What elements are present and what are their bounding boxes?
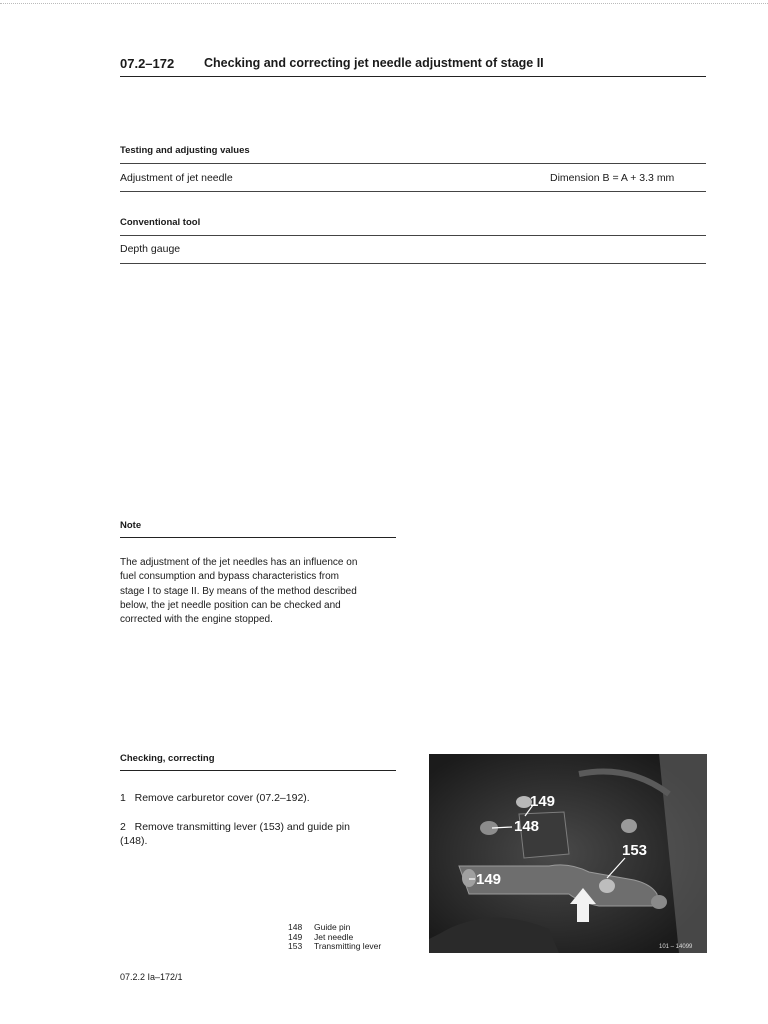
step-1 [120, 791, 400, 805]
figure-number: 101 – 14099 [659, 944, 693, 950]
scan-edge-line [0, 3, 768, 4]
callout-148: 148 [514, 818, 540, 835]
note-line: fuel consumption and bypass characteristics from [120, 571, 339, 583]
conventional-tool-heading: Conventional tool [120, 217, 201, 228]
callout-149: 149 [530, 793, 556, 810]
note-heading: Note [120, 520, 142, 531]
page-header [120, 56, 706, 76]
step-text: Remove transmitting lever (153) and guide pin [134, 821, 350, 833]
step-number: 2 [120, 821, 126, 833]
testing-values-heading: Testing and adjusting values [120, 145, 250, 156]
checking-rule [120, 770, 396, 771]
page-footer-id: 07.2.2 Ia–172/1 [120, 972, 183, 982]
legend-label: Guide pin [314, 922, 351, 932]
step-2 [120, 820, 400, 848]
note-line: corrected with the engine stopped. [120, 614, 273, 626]
legend-label: Jet needle [314, 931, 354, 942]
legend-number: 148 [288, 922, 303, 932]
step-text: Remove carburetor cover (07.2–192). [134, 792, 310, 804]
legend-row [288, 942, 381, 952]
step-text-continued: (148). [120, 835, 148, 847]
callout-149: 149 [476, 871, 502, 888]
figure-legend [288, 923, 381, 952]
legend-number: 153 [288, 941, 303, 951]
page-title: Checking and correcting jet needle adjustment of stage II [204, 56, 544, 70]
checking-heading: Checking, correcting [120, 753, 215, 764]
testing-values-rule-top [120, 163, 706, 164]
conventional-tool-item: Depth gauge [120, 243, 181, 255]
conventional-tool-rule-top [120, 235, 706, 236]
note-line: below, the jet needle position can be checked and [120, 599, 341, 611]
conventional-tool-rule-bottom [120, 263, 706, 264]
note-line: The adjustment of the jet needles has an influence on [120, 557, 358, 568]
carburetor-photo [429, 754, 707, 953]
note-paragraph [120, 556, 400, 627]
testing-values-rule-bottom [120, 191, 706, 192]
note-line: stage I to stage II. By means of the method described [120, 585, 357, 597]
note-rule [120, 537, 396, 538]
header-rule [120, 76, 706, 77]
testing-values-row-label: Adjustment of jet needle [120, 172, 233, 184]
callout-153: 153 [622, 842, 648, 859]
testing-values-row-value: Dimension B = A + 3.3 mm [550, 172, 675, 184]
legend-label: Transmitting lever [314, 941, 382, 951]
step-number: 1 [120, 792, 126, 804]
legend-number: 149 [288, 931, 303, 942]
section-code: 07.2–172 [120, 56, 175, 71]
